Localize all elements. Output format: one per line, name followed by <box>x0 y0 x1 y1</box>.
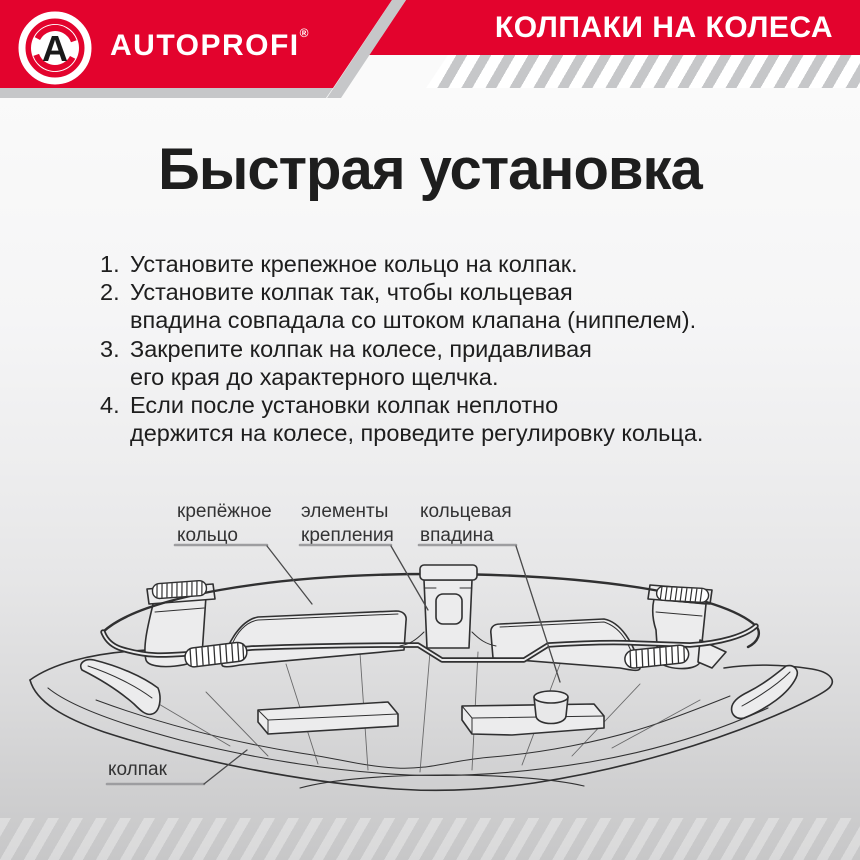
label-line: кольцевая <box>420 501 512 522</box>
page-title: Быстрая установка <box>158 137 702 202</box>
item-number: 2. <box>100 279 120 306</box>
left-clip-tower <box>145 584 215 667</box>
label-leader-lines <box>107 545 560 784</box>
product-title: КОЛПАКИ НА КОЛЕСА <box>494 11 833 44</box>
item-number: 3. <box>100 335 120 362</box>
instruction-item-3 <box>100 335 790 391</box>
item-text-line2: впадина совпадала со штоком клапана (ниппелем). <box>130 307 697 334</box>
item-text-line2: его края до характерного щелчка. <box>130 363 499 390</box>
label-line: крепёжное <box>177 501 272 522</box>
item-text: Если после установки колпак неплотно <box>130 392 559 419</box>
header <box>0 0 860 98</box>
ring-front-wire <box>103 626 756 660</box>
instruction-item-2 <box>100 278 790 334</box>
logo-letter: A <box>42 28 68 69</box>
instruction-item-1 <box>100 250 790 278</box>
registered-mark: ® <box>299 26 309 40</box>
brand-text: AUTOPROFI <box>110 29 300 62</box>
label-line: кольцо <box>177 525 238 546</box>
label-mounting-ring <box>177 500 272 548</box>
ring-back-arc <box>103 574 759 647</box>
instruction-item-4 <box>100 391 790 447</box>
header-gray-strip <box>0 88 860 98</box>
autoprofi-logo-icon <box>15 8 95 88</box>
item-text-line2: держится на колесе, проведите регулировку кольца. <box>130 420 704 447</box>
valve-groove <box>534 691 568 724</box>
label-wheel-cap <box>108 758 167 782</box>
label-line: крепления <box>301 525 394 546</box>
item-text: Установите колпак так, чтобы кольцевая <box>130 279 573 306</box>
cap-floor-pads <box>258 702 604 735</box>
item-text: Установите крепежное кольцо на колпак. <box>130 251 578 277</box>
label-line: впадина <box>420 525 494 546</box>
label-ring-groove <box>420 500 512 548</box>
footer-stripes-band <box>0 818 860 860</box>
cap-curved-ribs <box>81 660 798 719</box>
spring-coils <box>152 580 709 669</box>
item-number: 4. <box>100 392 120 419</box>
item-text: Закрепите колпак на колесе, придавливая <box>130 335 592 362</box>
cap-spokes <box>152 652 700 772</box>
instructions-list <box>100 250 790 447</box>
item-number: 1. <box>100 251 120 277</box>
label-line: колпак <box>108 759 167 780</box>
fastening-bars <box>222 611 640 670</box>
brand-name <box>110 26 308 63</box>
center-clip-tower <box>400 565 496 648</box>
label-fastening-elements <box>301 500 394 548</box>
right-clip-tower <box>648 585 726 669</box>
label-line: элементы <box>301 501 389 522</box>
